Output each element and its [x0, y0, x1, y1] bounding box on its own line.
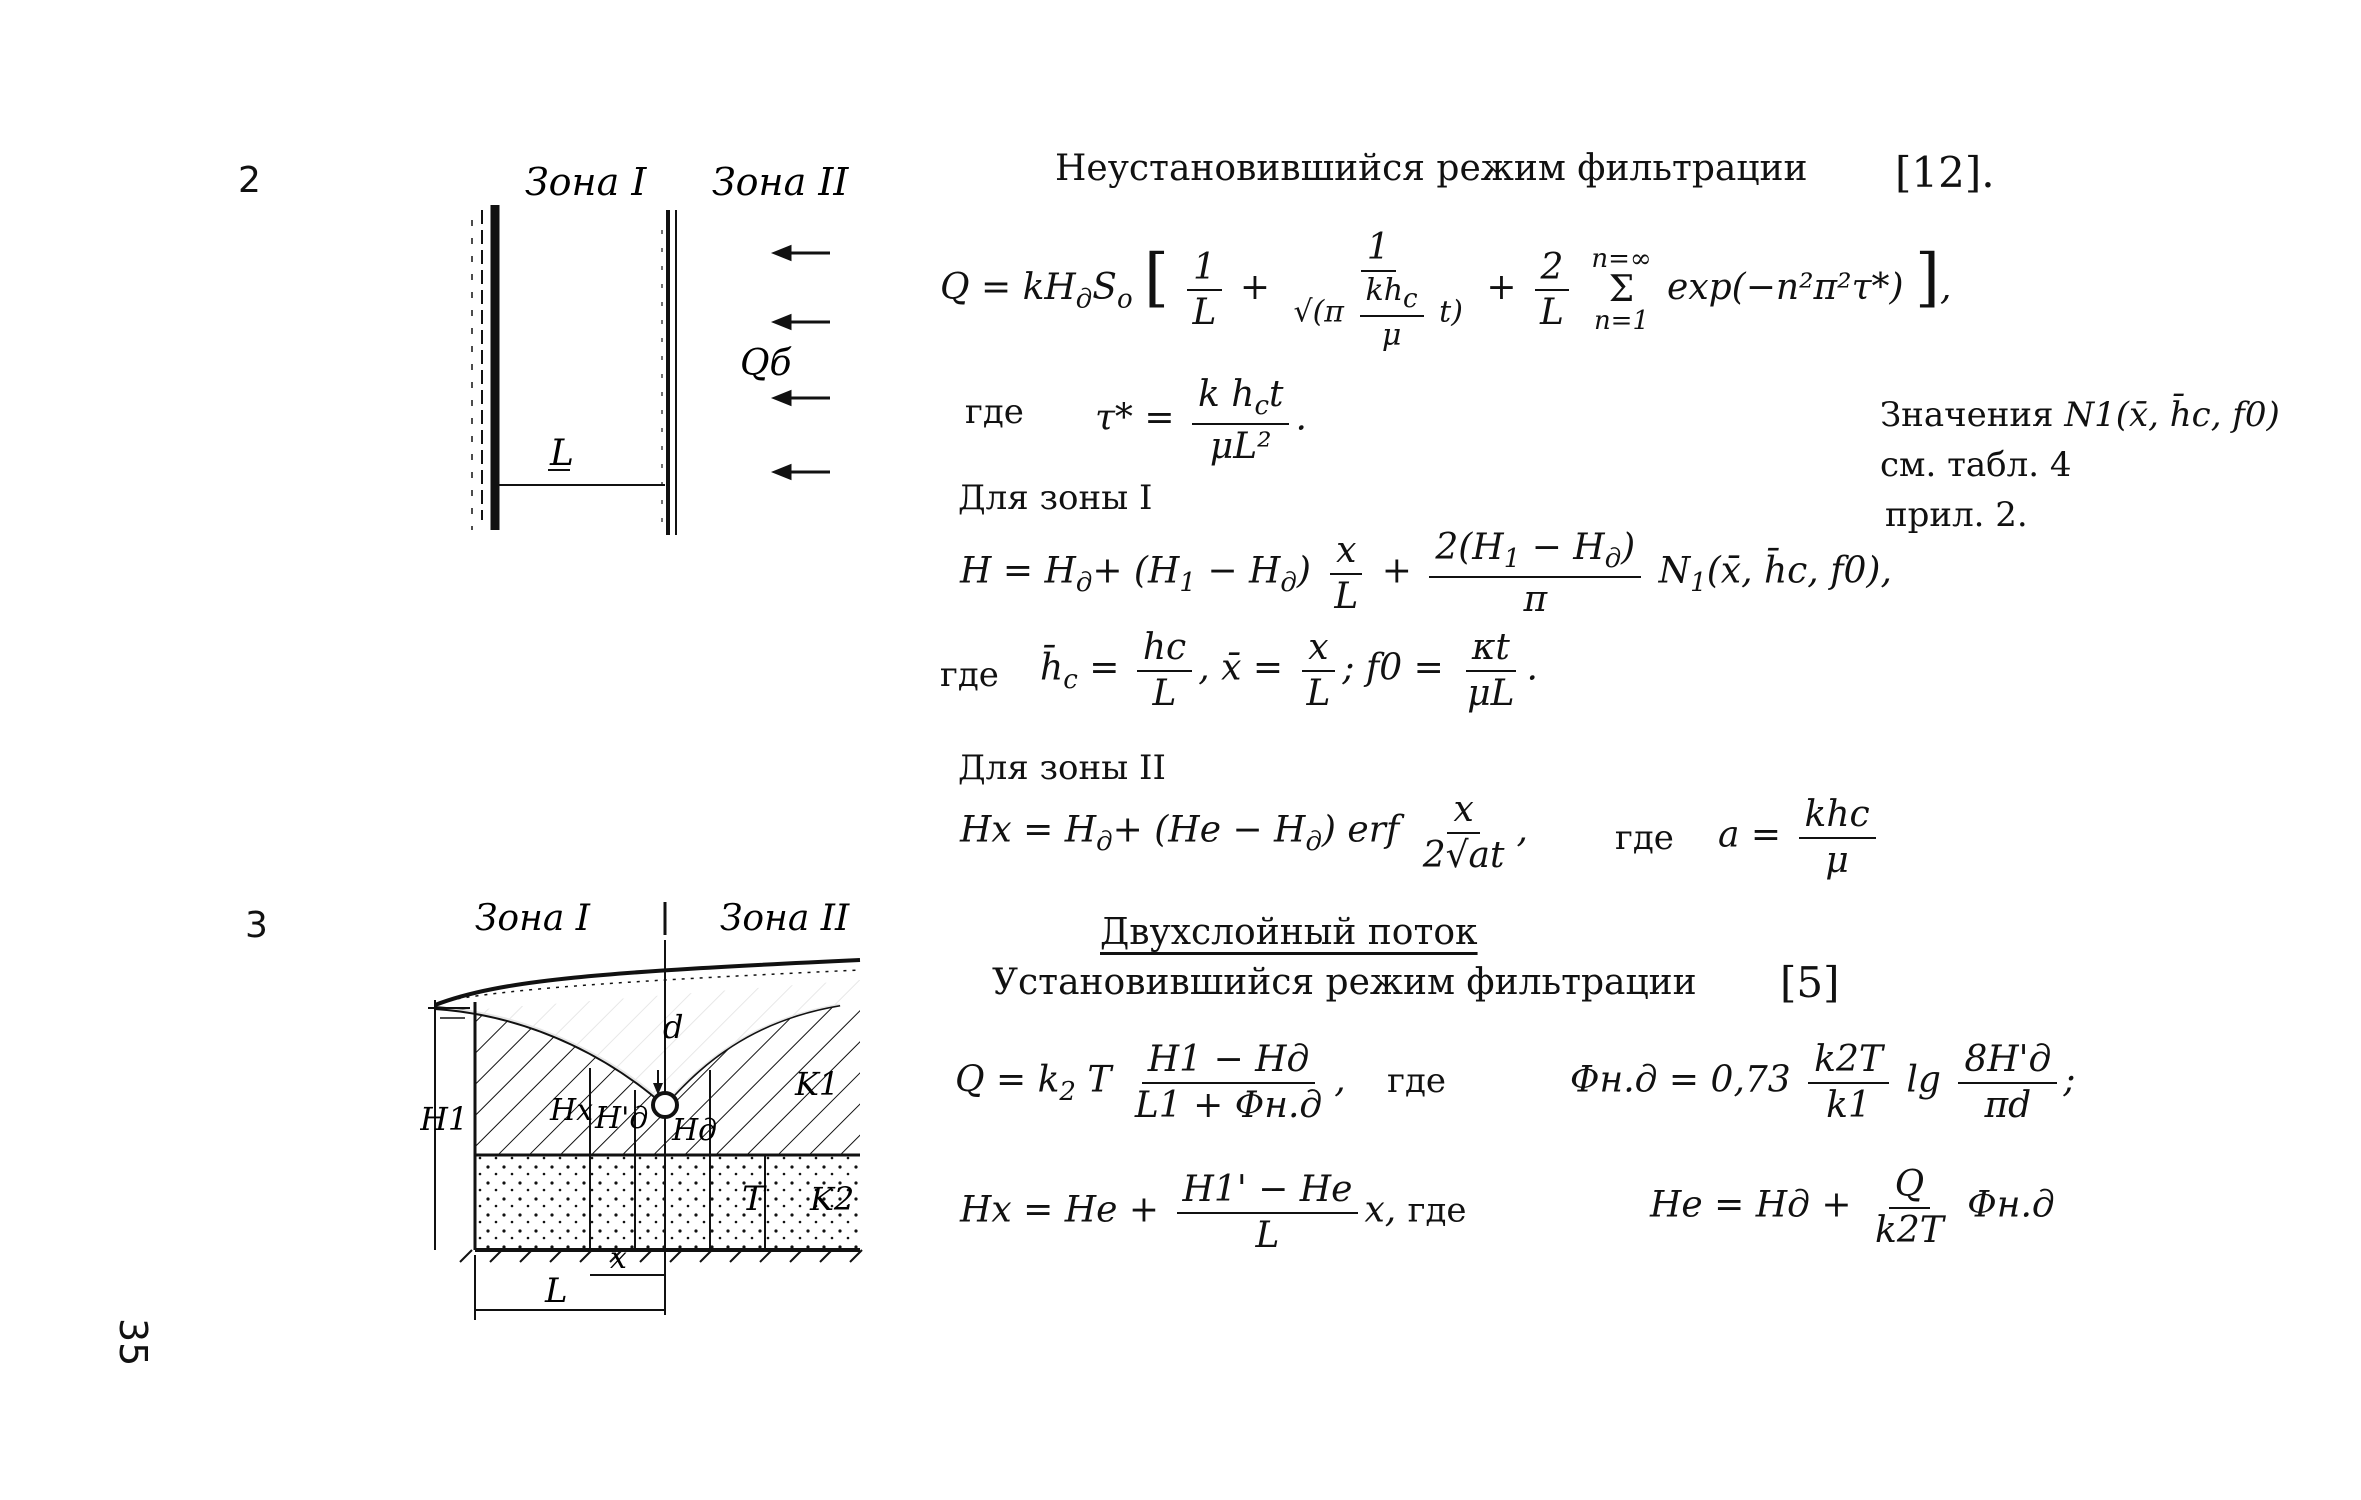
diagram2-zone2-label: Зона II — [712, 160, 849, 204]
diagram2-length-label: L — [550, 433, 574, 474]
zone2-heading: Для зоны II — [958, 748, 1166, 788]
formula-H-zone1: $H = H_д+ (H_1 - H_д)$ $\frac{x}{L}$ + $\frac{2(H_1 - H_д)}{\pi}$ $N_1(x̄$, h̄c, f0), — [960, 527, 1892, 620]
note-values: Значения N1(x̄, h̄c, f0) — [1880, 395, 2280, 435]
where-label-a: где — [1615, 818, 1674, 858]
diagram-unsteady-flow — [440, 150, 860, 540]
formula-definitions: $h̄_c$ = $\frac{hc}{L}$ , x̄ = $\frac{x}{L}$ ; f0 = $\frac{\kappa t}{\mu L}$ . — [1040, 627, 1538, 714]
formula-He: He = Hд + $\frac{Q}{k2T}$ Φн.д — [1650, 1164, 2055, 1251]
row3-title: Двухслойный поток — [1100, 912, 1478, 953]
formula-tau: τ* = $\frac{k h_ct}{\text{μL²}}$ . — [1095, 374, 1307, 467]
diagram3-H1-label: H1 — [420, 1100, 469, 1138]
row3-subtitle: Установившийся режим фильтрации — [992, 962, 1697, 1003]
diagram3-d-label: d — [663, 1008, 684, 1046]
zone1-heading: Для зоны I — [958, 478, 1153, 518]
diagram3-Hx-label: Hx — [550, 1093, 594, 1128]
formula-unsteady-Q: $Q = kH_дS_o$ [ $\frac{1}{L}$ + 1 √(π $\frac{kh_c}{\mu}$ t) + $\frac{2}{L}$ n=∞ Σ n=1 exp(−n²π²τ*) ], — [940, 227, 1952, 354]
diagram3-zone2-label: Зона II — [720, 898, 850, 939]
note-appendix-ref: прил. 2. — [1885, 495, 2028, 535]
row2-title: Неустановившийся режим фильтрации — [1055, 148, 1808, 189]
row-number-2: 2 — [238, 160, 261, 201]
diagram3-K2-label: K2 — [810, 1180, 855, 1218]
diagram3-zone1-label: Зона I — [475, 898, 590, 939]
formula-Phi: Φн.д = 0,73 $\frac{k2T}{k1}$ lg $\frac{8H'д}{\pi d}$ ; — [1570, 1039, 2076, 1126]
diagram3-L-label: L — [545, 1271, 568, 1311]
formula-Hx-zone2: $Hx = H_д+ (He - H_д)$ erf $\frac{x}{2√at}$ , — [960, 789, 1528, 876]
diagram3-K1-label: K1 — [795, 1065, 840, 1103]
row3-reference: [5] — [1780, 958, 1840, 1007]
formula-two-layer-Hx: Hx = He + $\frac{H1' - He}{L}$ x, где — [960, 1169, 1467, 1256]
where-label-2: где — [940, 655, 999, 695]
row-number-3: 3 — [245, 905, 268, 946]
diagram2-flow-label: Qб — [740, 343, 792, 384]
diagram3-T-label: T — [742, 1179, 765, 1219]
diagram3-x-label: x — [610, 1241, 627, 1276]
formula-two-layer-Q: $Q = k_2$ T $\frac{H1 - Hд}{L1 + \Phi н.д}$ , где — [955, 1039, 1446, 1126]
diagram3-Hd-label: Hд — [672, 1113, 718, 1148]
where-label-1: где — [965, 392, 1024, 432]
row2-reference: [12]. — [1895, 148, 1995, 197]
formula-a: a = $\frac{\text{khc}}{\mu}$ — [1718, 795, 1882, 880]
diagram-two-layer-flow — [420, 890, 880, 1340]
page-number: 35 — [111, 1318, 155, 1367]
note-table-ref: см. табл. 4 — [1880, 445, 2072, 485]
diagram2-zone1-label: Зона I — [525, 160, 647, 204]
diagram3-Hd-prime-label: H'д — [595, 1101, 649, 1136]
